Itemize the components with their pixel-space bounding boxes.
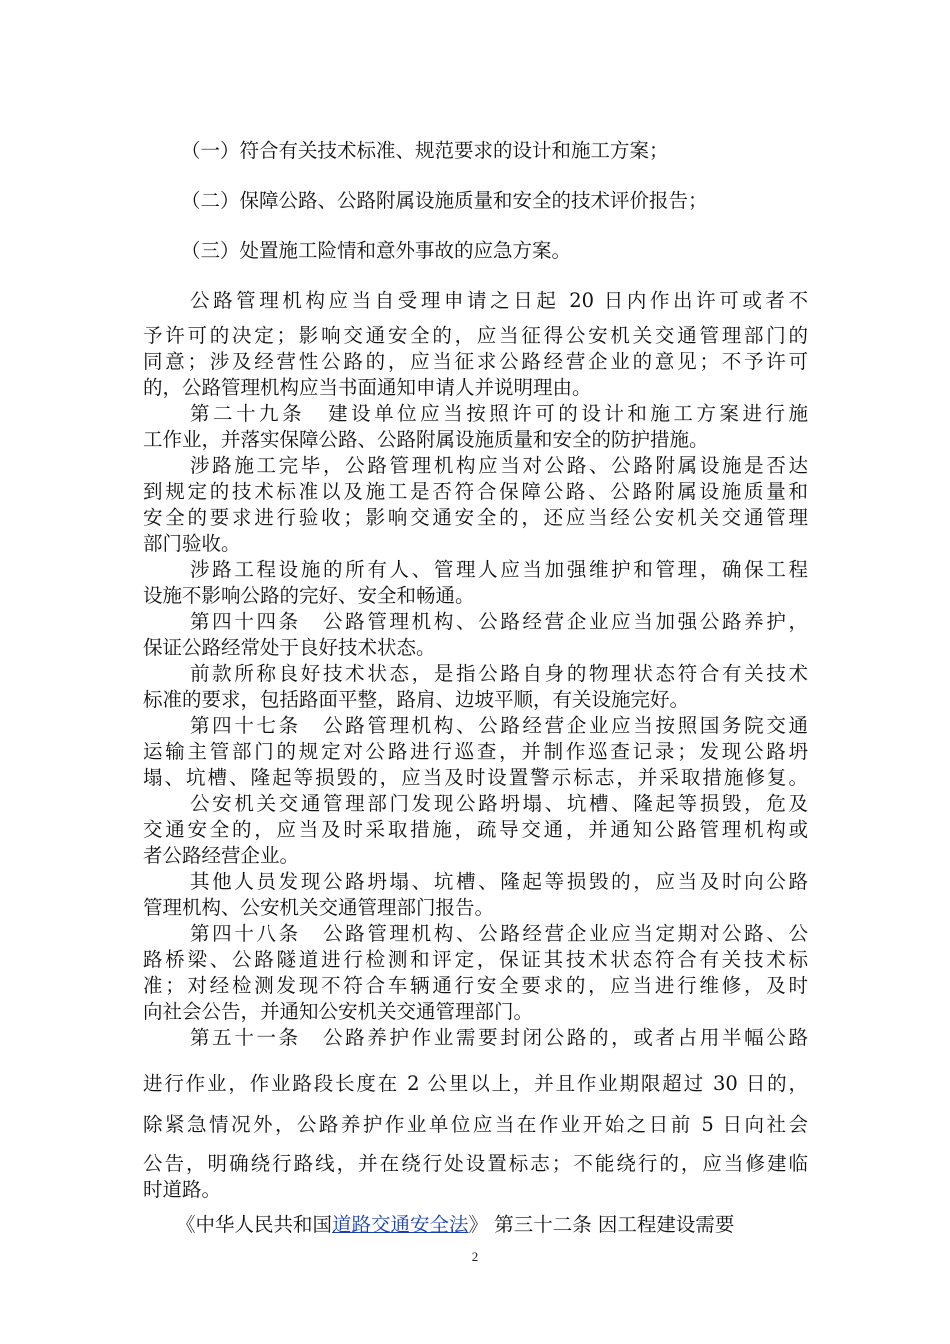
paragraph-line: 其他人员发现公路坍塌、坑槽、隆起等损毁的，应当及时向公路 — [190, 870, 808, 893]
paragraph-line: 前款所称良好技术状态，是指公路自身的物理状态符合有关技术 — [190, 662, 808, 685]
paragraph-line: 部门验收。 — [143, 532, 241, 555]
paragraph-line: 者公路经营企业。 — [143, 844, 300, 867]
page-number: 2 — [471, 1249, 479, 1264]
paragraph-line: 第二十九条 建设单位应当按照许可的设计和施工方案进行施 — [190, 402, 808, 425]
paragraph-line: 塌、坑槽、隆起等损毁的，应当及时设置警示标志，并采取措施修复。 — [143, 766, 808, 789]
paragraph-line: 向社会公告，并通知公安机关交通管理部门。 — [143, 1000, 534, 1023]
paragraph-line: 第四十四条 公路管理机构、公路经营企业应当加强公路养护， — [190, 610, 808, 633]
paragraph-line: 涉路施工完毕，公路管理机构应当对公路、公路附属设施是否达 — [190, 454, 808, 477]
paragraph-line: 第四十八条 公路管理机构、公路经营企业应当定期对公路、公 — [190, 922, 808, 945]
paragraph-line: 标准的要求，包括路面平整，路肩、边坡平顺，有关设施完好。 — [143, 688, 690, 711]
law-link[interactable]: 道路交通安全法 — [332, 1213, 469, 1236]
list-item: （三）处置施工险情和意外事故的应急方案。 — [181, 239, 572, 262]
paragraph-line: 设施不影响公路的完好、安全和畅通。 — [143, 584, 475, 607]
list-item: （二）保障公路、公路附属设施质量和安全的技术评价报告； — [181, 189, 708, 212]
paragraph-line: 公路管理机构应当自受理申请之日起 20 日内作出许可或者不 — [190, 289, 808, 312]
paragraph-line: 时道路。 — [143, 1178, 222, 1201]
paragraph-line: 运输主管部门的规定对公路进行巡查，并制作巡查记录；发现公路坍 — [143, 740, 808, 763]
paragraph-line: 保证公路经常处于良好技术状态。 — [143, 636, 436, 659]
paragraph-line: 准；对经检测发现不符合车辆通行安全要求的，应当进行维修，及时 — [143, 974, 808, 997]
paragraph-line: 公告，明确绕行路线，并在绕行处设置标志；不能绕行的，应当修建临 — [143, 1152, 808, 1175]
paragraph-line: 予许可的决定；影响交通安全的，应当征得公安机关交通管理部门的 — [143, 324, 808, 347]
paragraph-line: 管理机构、公安机关交通管理部门报告。 — [143, 896, 495, 919]
law-reference-line — [176, 1212, 808, 1238]
paragraph-line: 涉路工程设施的所有人、管理人应当加强维护和管理，确保工程 — [190, 558, 808, 581]
law-reference-prefix: 《中华人民共和国 — [176, 1213, 333, 1236]
paragraph-line: 安全的要求进行验收；影响交通安全的，还应当经公安机关交通管理 — [143, 506, 808, 529]
law-reference-suffix: 》 第三十二条 因工程建设需要 — [468, 1213, 735, 1236]
paragraph-line: 交通安全的，应当及时采取措施，疏导交通，并通知公路管理机构或 — [143, 818, 808, 841]
paragraph-line: 同意；涉及经营性公路的，应当征求公路经营企业的意见；不予许可 — [143, 350, 808, 373]
paragraph-line: 第五十一条 公路养护作业需要封闭公路的，或者占用半幅公路 — [190, 1026, 808, 1049]
paragraph-line: 除紧急情况外，公路养护作业单位应当在作业开始之日前 5 日向社会 — [143, 1113, 808, 1136]
paragraph-line: 到规定的技术标准以及施工是否符合保障公路、公路附属设施质量和 — [143, 480, 808, 503]
paragraph-line: 进行作业，作业路段长度在 2 公里以上，并且作业期限超过 30 日的， — [143, 1072, 808, 1095]
paragraph-line: 的，公路管理机构应当书面通知申请人并说明理由。 — [143, 376, 592, 399]
paragraph-line: 路桥梁、公路隧道进行检测和评定，保证其技术状态符合有关技术标 — [143, 948, 808, 971]
paragraph-line: 公安机关交通管理部门发现公路坍塌、坑槽、隆起等损毁，危及 — [190, 792, 808, 815]
list-item: （一）符合有关技术标准、规范要求的设计和施工方案； — [181, 139, 669, 162]
paragraph-line: 工作业，并落实保障公路、公路附属设施质量和安全的防护措施。 — [143, 428, 709, 451]
paragraph-line: 第四十七条 公路管理机构、公路经营企业应当按照国务院交通 — [190, 714, 808, 737]
